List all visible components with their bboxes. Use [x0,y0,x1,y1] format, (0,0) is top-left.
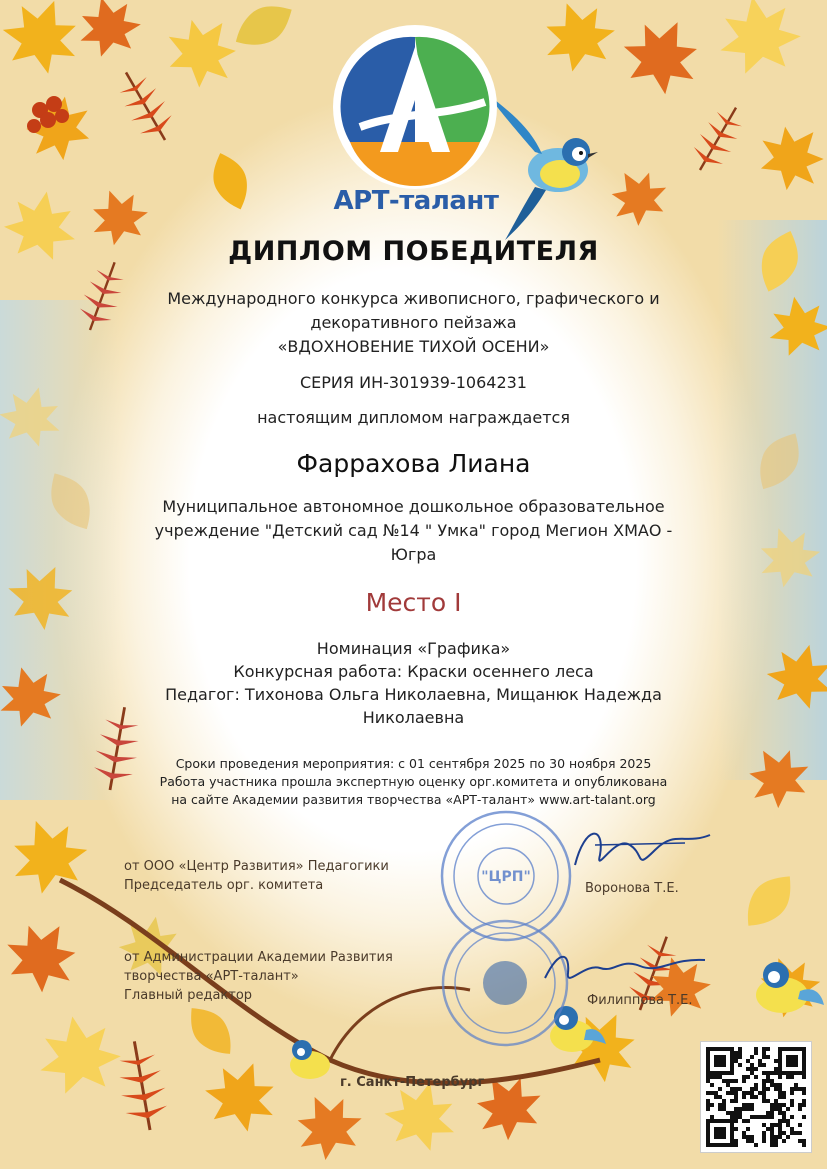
organization-line: Югра [390,545,437,564]
signature-block-first [124,857,389,895]
detail-line: Педагог: Тихонова Ольга Николаевна, Мищанюк Надежда [165,685,662,704]
stamp-text: "ЦРП" [481,869,531,885]
diploma-title: ДИПЛОМ ПОБЕДИТЕЛЯ [228,236,599,267]
signature-name: Воронова Т.Е. [585,881,679,896]
organization [0,495,827,567]
signature-role: Главный редактор [124,988,253,1003]
signature-icon [540,938,710,998]
series-number: СЕРИЯ ИН-301939-1064231 [300,373,527,392]
bird-icon [740,955,825,1025]
bird-icon [280,1035,340,1085]
signature-org: от ООО «Центр Развития» Педагогики [124,859,389,874]
logo-text: АРТ-талант [333,186,499,216]
award-details [0,637,827,729]
organization-line: Муниципальное автономное дошкольное образовательное [162,497,665,516]
qr-code [700,1041,812,1153]
qr-code-icon [701,1042,811,1152]
awarded-text: настоящим дипломом награждается [257,408,570,427]
contest-line: декоративного пейзажа [310,313,517,332]
organization-line: учреждение "Детский сад №14 " Умка" город Мегион ХМАО - [154,521,673,540]
signature-name: Филиппова Т.Е. [587,993,693,1008]
signature-role: Председатель орг. комитета [124,878,324,893]
signature-org: от Администрации Академии Развития [124,950,393,965]
detail-line: Номинация «Графика» [316,639,511,658]
signature-block-second [124,948,393,1005]
signature-org: творчества «АРТ-талант» [124,969,299,984]
terms-line: Сроки проведения мероприятия: с 01 сентября 2025 по 30 ноября 2025 [175,756,652,771]
terms-line: на сайте Академии развития творчества «АРТ-талант» www.art-talant.org [171,792,656,807]
terms-info [0,755,827,809]
place-award: Место I [365,588,462,617]
detail-line: Конкурсная работа: Краски осеннего леса [233,662,594,681]
city: г. Санкт-Петербург [340,1075,485,1090]
contest-line: «ВДОХНОВЕНИЕ ТИХОЙ ОСЕНИ» [277,337,550,356]
detail-line: Николаевна [362,708,465,727]
signature-icon [565,815,715,885]
contest-description [0,287,827,359]
recipient-name: Фаррахова Лиана [296,449,531,478]
terms-line: Работа участника прошла экспертную оценку орг.комитета и опубликована [159,774,668,789]
contest-line: Международного конкурса живописного, графического и [167,289,660,308]
